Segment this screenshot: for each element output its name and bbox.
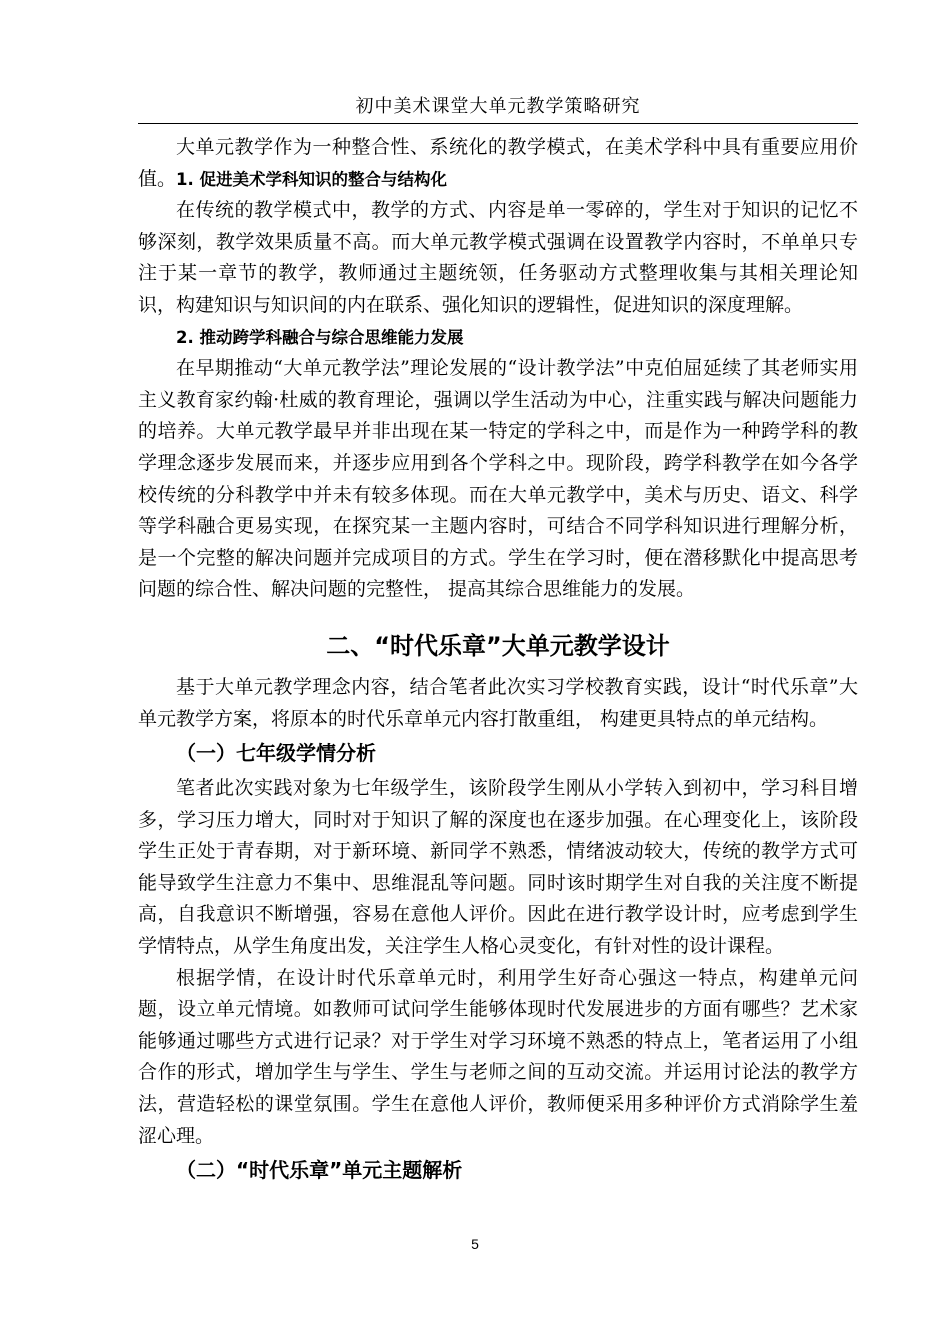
intro-paragraph [138, 132, 858, 195]
page-body [138, 132, 858, 1190]
paragraph-unit-design: 根据学情，在设计时代乐章单元时，利用学生好奇心强这一特点，构建单元问题，设立单元情境。如教师可试问学生能够体现时代发展进步的方面有哪些？艺术家能够通过哪些方式进行记录？对于学生对学习环境不熟悉的特点上，笔者运用了小组合作的形式，增加学生与学生、学生与老师之间的互动交流。并运用讨论法的教学方法，营造轻松的课堂氛围。学生在意他人评价，教师便采用多种评价方式消除学生羞涩心理。 [138, 966, 858, 1147]
paragraph-student-analysis: 笔者此次实践对象为七年级学生，该阶段学生刚从小学转入到初中，学习科目增多，学习压力增大，同时对于知识了解的深度也在逐步加强。在心理变化上，该阶段学生正处于青春期，对于新环境、新同学不熟悉，情绪波动较大，传统的教学方式可能导致学生注意力不集中、思维混乱等问题。同时该时期学生对自我的关注度不断提高，自我意识不断增强，容易在意他人评价。因此在进行教学设计时，应考虑到学生学情特点，从学生角度出发，关注学生人格心灵变化，有针对性的设计课程。 [138, 777, 858, 958]
heading-2: 2. 推动跨学科融合与综合思维能力发展 [176, 327, 464, 347]
inline-heading-1: 1. 促进美术学科知识的整合与结构化 [176, 169, 448, 189]
running-header: 初中美术课堂大单元教学策略研究 [355, 96, 641, 117]
subsection-title-1: （一）七年级学情分析 [176, 741, 376, 766]
subsection-title-2: （二）“时代乐章”单元主题解析 [176, 1158, 463, 1183]
page-number: 5 [471, 1236, 479, 1252]
intro-text: 大单元教学作为一种整合性、系统化的教学模式，在美术学科中具有重要应用价值。 [138, 136, 858, 190]
paragraph-cross-discipline: 在早期推动“大单元教学法”理论发展的“设计教学法”中克伯屈延续了其老师实用主义教育家约翰·杜威的教育理论，强调以学生活动为中心，注重实践与解决问题能力的培养。大单元教学最早并非出现在某一特定的学科之中，而是作为一种跨学科的教学理念逐步发展而来，并逐步应用到各个学科之中。现阶段，跨学科教学在如今各学校传统的分科教学中并未有较多体现。而在大单元教学中，美术与历史、语文、科学等学科融合更易实现，在探究某一主题内容时，可结合不同学科知识进行理解分析，是一个完整的解决问题并完成项目的方式。学生在学习时，便在潜移默化中提高思考问题的综合性、解决问题的完整性， 提高其综合思维能力的发展。 [138, 357, 858, 601]
paragraph-integration: 在传统的教学模式中，教学的方式、内容是单一零碎的，学生对于知识的记忆不够深刻，教学效果质量不高。而大单元教学模式强调在设置教学内容时，不单单只专注于某一章节的教学，教师通过主题统领，任务驱动方式整理收集与其相关理论知识，构建知识与知识间的内在联系、强化知识的逻辑性，促进知识的深度理解。 [138, 199, 858, 316]
chapter-title: 二、“时代乐章”大单元教学设计 [326, 631, 670, 660]
paragraph-chapter-intro: 基于大单元教学理念内容，结合笔者此次实习学校教育实践，设计“时代乐章”大单元教学方案，将原本的时代乐章单元内容打散重组， 构建更具特点的单元结构。 [138, 675, 858, 730]
header-rule [138, 123, 858, 124]
